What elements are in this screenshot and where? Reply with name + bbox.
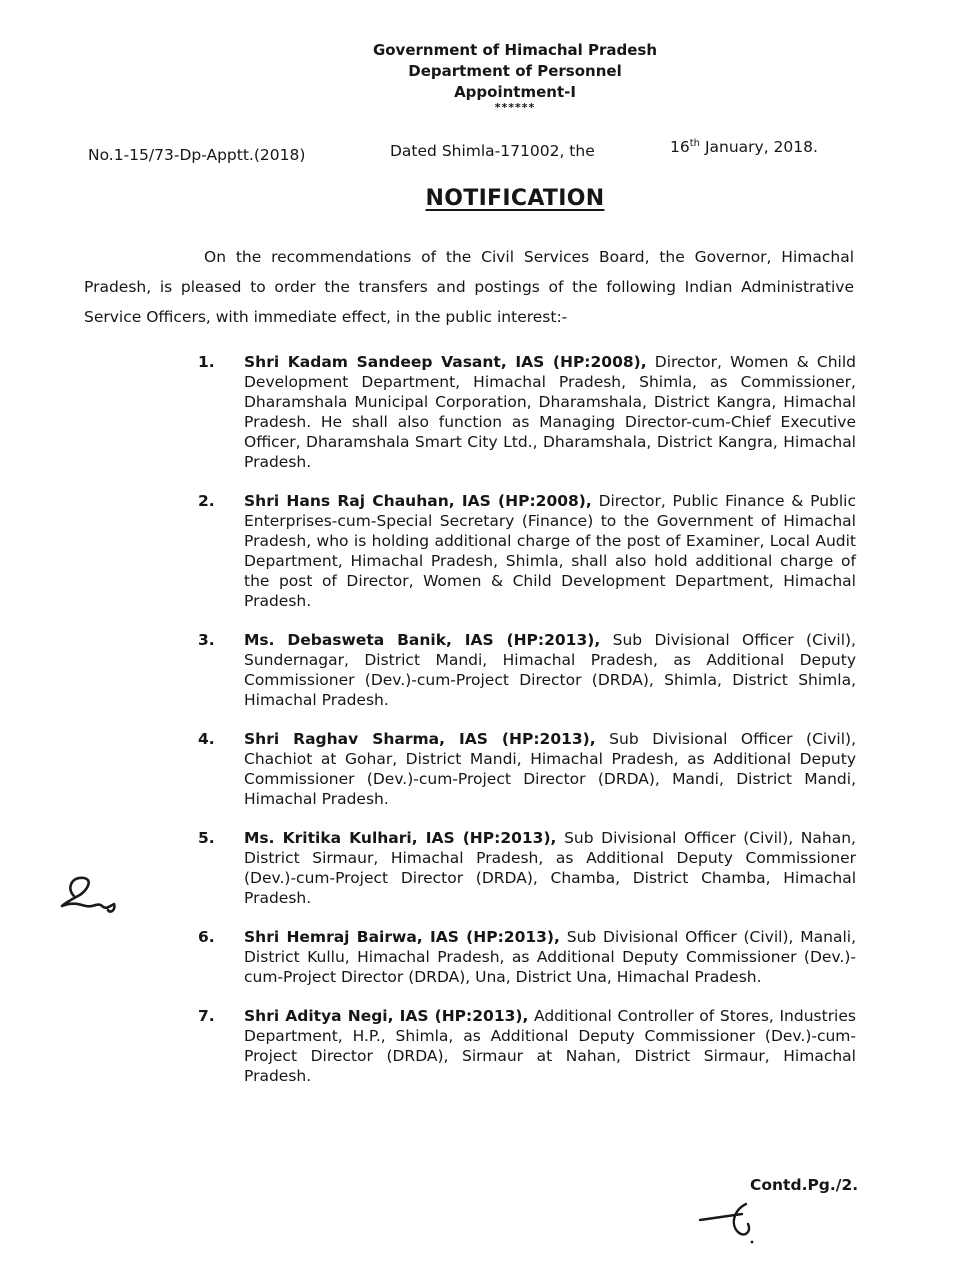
government-name: Government of Himachal Pradesh xyxy=(372,41,658,59)
item-body xyxy=(244,828,856,908)
continued-note: Contd.Pg./2. xyxy=(750,1176,859,1194)
date-month-year: January, 2018. xyxy=(704,138,818,157)
item-body xyxy=(244,927,856,987)
posting-text: Director, Women & Child Development Department, Himachal Pradesh, Shimla, as Commissioner, Dharamshala Municipal Corporation, Dharamshala, District Kangra, Himachal Pradesh. He shall also function as Managing Director-cum-Chief Executive Officer, Dharamshala Smart City Ltd., Dharamshala, District Kangra, Himachal Pradesh. xyxy=(244,353,856,471)
posting-text: Sub Divisional Officer (Civil), Nahan, District Sirmaur, Himachal Pradesh, as Additional Deputy Commissioner (Dev.)-cum-Project Director (DRDA), Chamba, District Chamba, Himachal Pradesh. xyxy=(244,829,856,907)
officer-name: Shri Kadam Sandeep Vasant, IAS (HP:2008), xyxy=(244,353,647,371)
date-day: 16 xyxy=(670,138,690,157)
item-body xyxy=(244,491,856,611)
issue-date xyxy=(670,138,818,156)
order-list xyxy=(180,352,856,1105)
intro-paragraph xyxy=(84,242,854,332)
separator-stars: ****** xyxy=(494,101,536,114)
item-number: 4. xyxy=(198,730,215,748)
posting-text: Director, Public Finance & Public Enterprises-cum-Special Secretary (Finance) to the Government of Himachal Pradesh, who is holding additional charge of the post of Examiner, Local Audit Department, Himachal Pradesh, Shimla, shall also hold additional charge of the post of Director, Women & Child Development Department, Himachal Pradesh. xyxy=(244,492,856,610)
department-name: Department of Personnel xyxy=(408,62,622,80)
item-body xyxy=(244,1006,856,1086)
item-number: 2. xyxy=(198,492,215,510)
item-number: 6. xyxy=(198,928,215,946)
item-body xyxy=(244,729,856,809)
list-item xyxy=(180,1006,856,1086)
bottom-initials-signature xyxy=(690,1196,780,1252)
margin-initials-signature xyxy=(52,866,132,922)
item-body xyxy=(244,352,856,472)
list-item xyxy=(180,630,856,710)
posting-text: Sub Divisional Officer (Civil), Manali, District Kullu, Himachal Pradesh, as Additional Deputy Commissioner (Dev.)-cum-Project Director (DRDA), Una, District Una, Himachal Pradesh. xyxy=(244,928,856,986)
list-item xyxy=(180,491,856,611)
officer-name: Shri Aditya Negi, IAS (HP:2013), xyxy=(244,1007,529,1025)
officer-name: Shri Hans Raj Chauhan, IAS (HP:2008), xyxy=(244,492,592,510)
item-number: 7. xyxy=(198,1007,215,1025)
date-day-suffix: th xyxy=(689,138,700,149)
item-number: 3. xyxy=(198,631,215,649)
officer-name: Shri Raghav Sharma, IAS (HP:2013), xyxy=(244,730,596,748)
item-number: 5. xyxy=(198,829,215,847)
officer-name: Ms. Kritika Kulhari, IAS (HP:2013), xyxy=(244,829,557,847)
list-item xyxy=(180,729,856,809)
list-item xyxy=(180,927,856,987)
place-dated: Dated Shimla-171002, the xyxy=(390,142,595,160)
posting-text: Sub Divisional Officer (Civil), Chachiot at Gohar, District Mandi, Himachal Pradesh, as Additional Deputy Commissioner (Dev.)-cum-Project Director (DRDA), Mandi, District Mandi, Himachal Pradesh. xyxy=(244,730,856,808)
item-number: 1. xyxy=(198,353,215,371)
letterhead xyxy=(0,40,960,113)
notification-heading: NOTIFICATION xyxy=(425,186,605,211)
posting-text: Additional Controller of Stores, Industries Department, H.P., Shimla, as Additional Deputy Commissioner (Dev.)-cum-Project Director (DRDA), Sirmaur at Nahan, District Sirmaur, Himachal Pradesh. xyxy=(244,1007,856,1085)
reference-number: No.1-15/73-Dp-Apptt.(2018) xyxy=(88,146,306,164)
section-name: Appointment-I xyxy=(454,83,576,101)
list-item xyxy=(180,352,856,472)
intro-text: On the recommendations of the Civil Services Board, the Governor, Himachal Pradesh, is pleased to order the transfers and postings of the following Indian Administrative Service Officers, with immediate effect, in the public interest:- xyxy=(84,248,854,326)
item-body xyxy=(244,630,856,710)
officer-name: Ms. Debasweta Banik, IAS (HP:2013), xyxy=(244,631,601,649)
page-title xyxy=(0,186,960,211)
posting-text: Sub Divisional Officer (Civil), Sundernagar, District Mandi, Himachal Pradesh, as Additional Deputy Commissioner (Dev.)-cum-Project Director (DRDA), Shimla, District Shimla, Himachal Pradesh. xyxy=(244,631,856,709)
officer-name: Shri Hemraj Bairwa, IAS (HP:2013), xyxy=(244,928,560,946)
list-item xyxy=(180,828,856,908)
